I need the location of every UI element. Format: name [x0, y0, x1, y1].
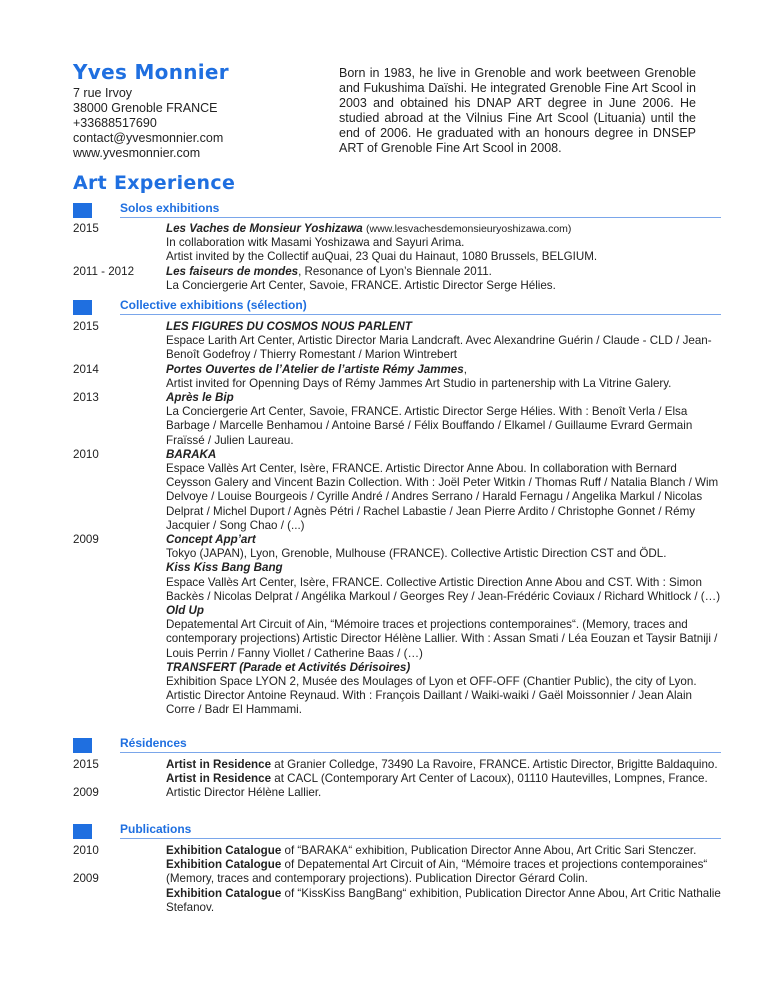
exhibition-detail: La Conciergerie Art Center, Savoie, FRANCE. Artistic Director Serge Hélies. — [166, 278, 556, 292]
exhibition-detail: Espace Larith Art Center, Artistic Director Maria Landcraft. Avec Alexandrine Guérin / Claude - CLD / Jean-Benoît Godefroy / Thierry Romestant / Marion Wintrebert — [166, 334, 712, 362]
publication-title: Exhibition Catalogue — [166, 858, 282, 872]
section-marker-icon — [73, 738, 92, 753]
exhibition-title: LES FIGURES DU COSMOS NOUS PARLENT — [166, 320, 412, 333]
contact-email[interactable]: contact@yvesmonnier.com — [73, 131, 224, 145]
section-title: Art Experience — [73, 172, 236, 194]
publication-detail: of Depatemental Art Circuit of Ain, “Mémoire traces et projections contemporaines“ (Memory, traces and contemporary projections). Publication Director Gérard Colin. — [166, 858, 708, 886]
contact-website[interactable]: www.yvesmonnier.com — [73, 146, 201, 160]
exhibition-detail: Espace Vallès Art Center, Isère, FRANCE. Artistic Director Anne Abou. In collaboration with Bernard Ceysson Galery and Vincent Bazin Collection. With : Joël Peter Witkin / Thomas Ruff / Natalia Blanch / Wim Delvoye / Louise Bourgeois / Cyrille André / Andres Serrano / Harald Fernagu / Angelika Markul / Nicolas Delprat / Michel Duport / Agnès Pétri / Rachel Labastie / Jean Pierre Ardito / Christophe Gonnet / Rémy Jacquier / Song Chao / (...) — [166, 462, 719, 532]
exhibition-title: BARAKA — [166, 447, 217, 461]
collective-label: Collective exhibitions (sélection) — [120, 298, 307, 312]
exhibition-title: Les Vaches de Monsieur Yoshizawa — [166, 222, 363, 235]
artist-name: Yves Monnier — [73, 60, 229, 84]
year: 2011 - 2012 — [73, 264, 135, 278]
exhibition-title: Les faiseurs de mondes — [166, 264, 299, 278]
exhibition-title: Concept App’art — [166, 533, 256, 547]
exhibition-detail: Artist invited by the Collectif auQuai, 23 Quai du Hainaut, 1080 Brussels, BELGIUM. — [166, 250, 598, 264]
exhibition-detail: Espace Vallès Art Center, Isère, FRANCE. Collective Artistic Direction Anne Abou and CST. With : Simon Backès / Nicolas Delprat / Angélika Markoul / Georges Rey / Jean-Frédéric Coviaux / Richard Whitlock / (…) — [166, 575, 721, 603]
solos-header — [73, 201, 721, 217]
exhibition-detail: Tokyo (JAPAN), Lyon, Grenoble, Mulhouse (FRANCE). Collective Artistic Direction CST and ÖDL. — [166, 547, 667, 561]
title-punctuation: , — [463, 362, 467, 376]
year: 2015 — [73, 758, 99, 771]
exhibition-detail: La Conciergerie Art Center, Savoie, FRANCE. Artistic Director Serge Hélies. With : Benoît Verla / Elsa Barbage / Marcelle Benhamou / Antoine Barsé / Félix Bouffando / Elkamel / Guillaume Evrard Germain Fraïssé / Julien Laureau. — [166, 405, 693, 447]
section-rule — [120, 752, 721, 753]
year: 2013 — [73, 391, 99, 404]
publication-title: Exhibition Catalogue — [166, 844, 282, 857]
exhibition-title: Old Up — [166, 604, 204, 618]
exhibition-title: Après le Bip — [166, 391, 234, 405]
section-rule — [120, 838, 721, 839]
publications-label: Publications — [120, 822, 192, 836]
section-rule — [120, 314, 721, 315]
year: 2009 — [73, 872, 99, 886]
year: 2009 — [73, 533, 99, 546]
publication-title: Exhibition Catalogue — [166, 886, 282, 900]
contact-city: 38000 Grenoble FRANCE — [73, 101, 218, 115]
year: 2009 — [73, 786, 99, 800]
residences-header — [73, 736, 721, 752]
exhibition-detail: , Resonance of Lyon’s Biennale 2011. — [298, 264, 492, 278]
residence-title: Artist in Residence — [166, 772, 272, 786]
section-marker-icon — [73, 300, 92, 315]
section-marker-icon — [73, 824, 92, 839]
solos-label: Solos exhibitions — [120, 201, 220, 215]
year: 2010 — [73, 447, 99, 461]
year: 2015 — [73, 320, 99, 333]
residence-detail: at CACL (Contemporary Art Center of Lacoux), 01110 Hautevilles, Lompnes, France. Artistic Director Hélène Lallier. — [166, 772, 708, 800]
publications-header — [73, 822, 721, 838]
collective-header — [73, 298, 721, 314]
year: 2015 — [73, 222, 99, 235]
exhibition-detail: In collaboration witk Masami Yoshizawa and Sayuri Arima. — [166, 236, 465, 250]
year: 2014 — [73, 362, 99, 376]
publication-detail: of “BARAKA“ exhibition, Publication Director Anne Abou, Art Critic Sari Stenczer. — [281, 844, 697, 857]
contact-phone: +33688517690 — [73, 116, 157, 130]
residence-detail: at Granier Colledge, 73490 La Ravoire, FRANCE. Artistic Director, Brigitte Baldaquino. — [271, 758, 718, 771]
exhibition-title: Kiss Kiss Bang Bang — [166, 561, 283, 575]
exhibition-url[interactable]: (www.lesvachesdemonsieuryoshizawa.com) — [365, 223, 572, 235]
section-rule — [120, 217, 721, 218]
exhibition-detail: Exhibition Space LYON 2, Musée des Moulages of Lyon et OFF-OFF (Chantier Public), the city of Lyon. Artistic Director Antoine Reynaud. With : François Daillant / Waiki-waiki / Gaël Moissonnier / Jean Alain Corre / Badr El Hammami. — [166, 675, 697, 717]
publication-detail: of “KissKiss BangBang“ exhibition, Publication Director Anne Abou, Art Critic Nathalie Stefanov. — [166, 886, 721, 914]
exhibition-detail: Artist invited for Openning Days of Rémy Jammes Art Studio in partenership with La Vitrine Galery. — [166, 376, 672, 390]
contact-street: 7 rue Irvoy — [73, 86, 133, 100]
biography: Born in 1983, he live in Grenoble and work beetween Grenoble and Fukushima Daïshi. He integrated Grenoble Fine Art Scool in 2003 and obtained his DNAP ART degree in June 2006. He studied abroad at the Vilnius Fine Art Scool (Lituania) until the end of 2006. He graduated with an honours degree in DNSEP ART of Grenoble Fine Art Scool in 2008. — [339, 66, 696, 155]
exhibition-detail: Depatemental Art Circuit of Ain, “Mémoire traces et projections contemporaines“. (Memory, traces and contemporary projections) Artistic Director Hélène Lallier. With : Assan Smati / Léa Eouzan et Taysir Batniji / Louis Perrin / Fanny Viollet / Catherine Baas / (…) — [166, 618, 718, 660]
contact-block — [73, 86, 223, 161]
section-marker-icon — [73, 203, 92, 218]
exhibition-title: Portes Ouvertes de l’Atelier de l’artiste Rémy Jammes — [166, 362, 464, 376]
exhibition-title: TRANSFERT (Parade et Activités Dérisoires) — [166, 660, 411, 674]
year: 2010 — [73, 844, 99, 857]
residence-title: Artist in Residence — [166, 758, 272, 771]
residences-label: Résidences — [120, 736, 187, 750]
